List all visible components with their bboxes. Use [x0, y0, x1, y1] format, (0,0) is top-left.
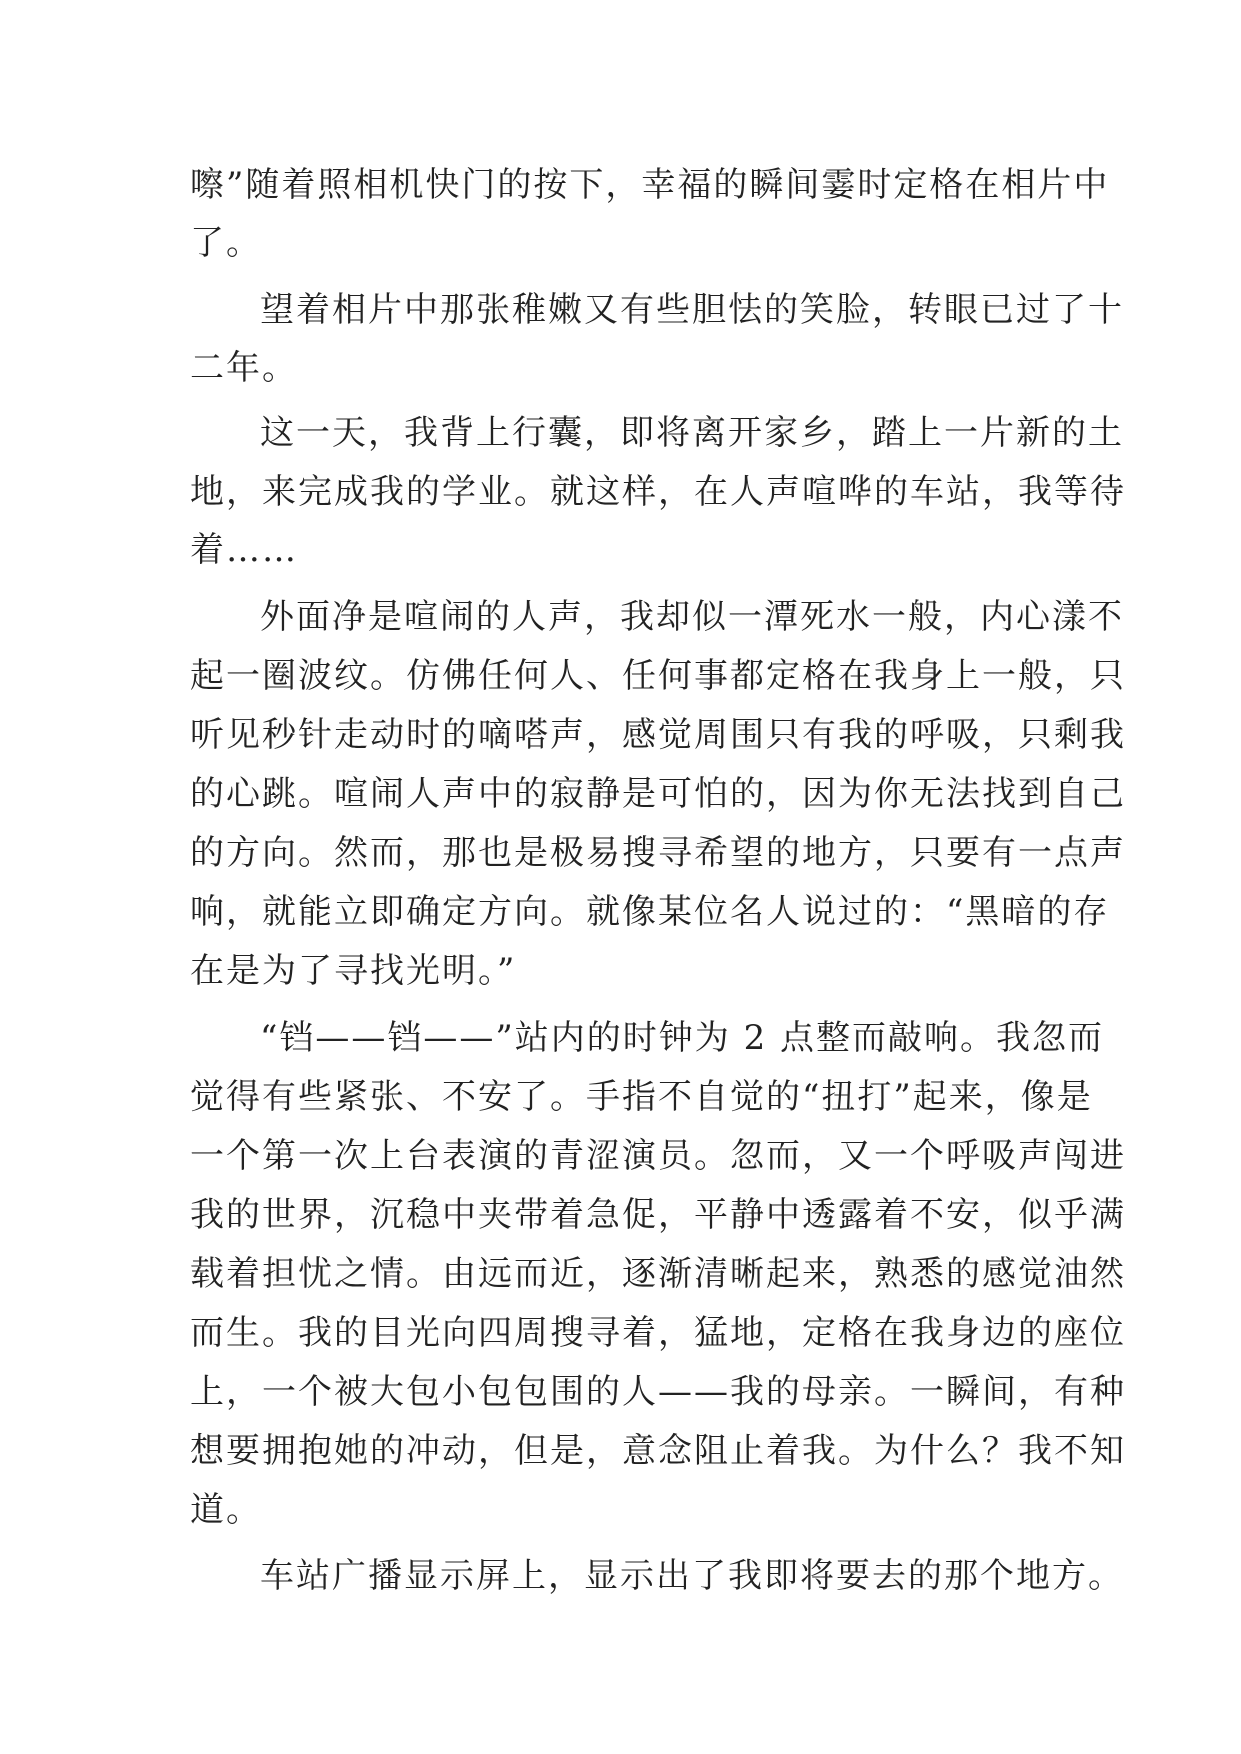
text-line: 一个第一次上台表演的青涩演员。忽而，又一个呼吸声闯进: [190, 1136, 1126, 1176]
text-line: 响，就能立即确定方向。就像某位名人说过的：“黑暗的存: [190, 892, 1110, 932]
text-line: 上，一个被大包小包包围的人——我的母亲。一瞬间，有种: [190, 1372, 1126, 1412]
text-line: 起一圈波纹。仿佛任何人、任何事都定格在我身上一般，只: [190, 656, 1126, 696]
text-line: 载着担忧之情。由远而近，逐渐清晰起来，熟悉的感觉油然: [190, 1254, 1126, 1294]
text-line: 的心跳。喧闹人声中的寂静是可怕的，因为你无法找到自己: [190, 774, 1126, 814]
text-line: 我的世界，沉稳中夹带着急促，平静中透露着不安，似乎满: [190, 1195, 1126, 1235]
text-line: 想要拥抱她的冲动，但是，意念阻止着我。为什么？我不知: [190, 1431, 1126, 1471]
text-line: 嚓”随着照相机快门的按下，幸福的瞬间霎时定格在相片中: [190, 165, 1110, 205]
text-line: 地，来完成我的学业。就这样，在人声喧哗的车站，我等待: [190, 472, 1126, 512]
text-line: 道。: [190, 1490, 262, 1530]
text-line: 二年。: [190, 348, 298, 388]
text-line: 听见秒针走动时的嘀嗒声，感觉周围只有我的呼吸，只剩我: [190, 715, 1126, 755]
text-line: 在是为了寻找光明。”: [190, 951, 517, 991]
paragraph-first-line: 望着相片中那张稚嫩又有些胆怯的笑脸，转眼已过了十: [260, 290, 1124, 330]
paragraph-first-line: 车站广播显示屏上，显示出了我即将要去的那个地方。: [260, 1556, 1124, 1596]
text-line: 觉得有些紧张、不安了。手指不自觉的“扭打”起来，像是: [190, 1077, 1093, 1117]
paragraph-first-line: 外面净是喧闹的人声，我却似一潭死水一般，内心漾不: [260, 597, 1124, 637]
text-line: 的方向。然而，那也是极易搜寻希望的地方，只要有一点声: [190, 833, 1126, 873]
paragraph-first-line: “铛——铛——”站内的时钟为 2 点整而敲响。我忽而: [260, 1018, 1105, 1058]
text-line: 而生。我的目光向四周搜寻着，猛地，定格在我身边的座位: [190, 1313, 1126, 1353]
paragraph-first-line: 这一天，我背上行囊，即将离开家乡，踏上一片新的土: [260, 413, 1124, 453]
text-line: 了。: [190, 223, 262, 263]
text-line: 着……: [190, 530, 298, 570]
